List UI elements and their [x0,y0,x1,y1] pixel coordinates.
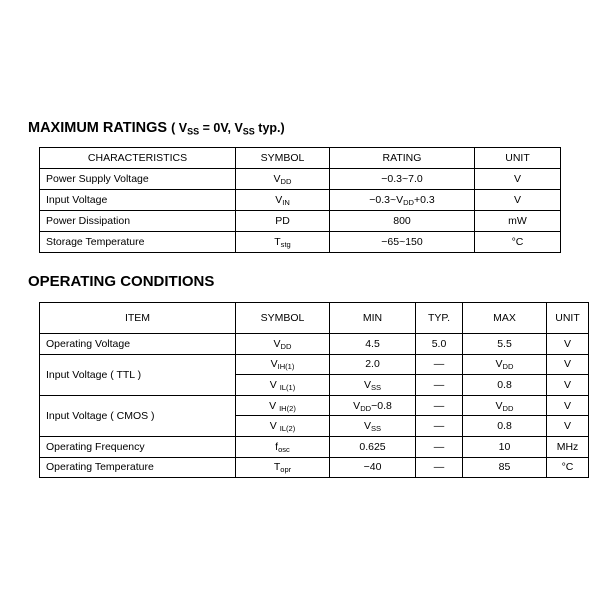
maximum-ratings-table [39,147,561,253]
maximum-ratings-title: MAXIMUM RATINGS [28,120,168,136]
table-row [40,395,589,416]
max-cell: 0.8 [463,375,547,396]
symbol-cell: $T_{stg}$ [236,232,330,253]
typ-cell: — [416,375,463,396]
max-cell: 5.5 [463,334,547,355]
characteristic-cell: Storage Temperature [40,232,236,253]
column-header: TYP. [416,303,463,334]
typ-cell: — [416,354,463,375]
max-cell: 10 [463,436,547,457]
column-header: UNIT [475,148,561,169]
symbol-cell: $V_{IN}$ [236,190,330,211]
symbol-cell: $f_{osc}$ [236,436,330,457]
characteristic-cell: Input Voltage [40,190,236,211]
unit-cell: °C [547,457,589,478]
item-cell: Operating Voltage [40,334,236,355]
max-cell: $V_{DD}$ [463,354,547,375]
table-row [40,169,561,190]
unit-cell: °C [475,232,561,253]
typ-cell: — [416,436,463,457]
column-header: SYMBOL [236,148,330,169]
min-cell: $V_{SS}$ [330,416,416,437]
symbol-cell: $V_{DD}$ [236,169,330,190]
characteristic-cell: Power Supply Voltage [40,169,236,190]
item-cell: Operating Temperature [40,457,236,478]
rating-cell: −0.3~7.0 [330,169,475,190]
min-cell: −40 [330,457,416,478]
unit-cell: MHz [547,436,589,457]
min-cell: 0.625 [330,436,416,457]
table-header-row [40,303,589,334]
table-row [40,457,589,478]
column-header: MAX [463,303,547,334]
symbol-cell: V $_{IL(2)}$ [236,416,330,437]
table-row [40,334,589,355]
max-cell: $V_{DD}$ [463,395,547,416]
typ-cell: — [416,457,463,478]
column-header: CHARACTERISTICS [40,148,236,169]
rating-cell: 800 [330,211,475,232]
max-cell: 0.8 [463,416,547,437]
column-header: ITEM [40,303,236,334]
item-cell: Input Voltage ( CMOS ) [40,395,236,436]
item-cell: Operating Frequency [40,436,236,457]
max-cell: 85 [463,457,547,478]
typ-cell: — [416,395,463,416]
symbol-cell: V $_{IH(2)}$ [236,395,330,416]
column-header: MIN [330,303,416,334]
item-cell: Input Voltage ( TTL ) [40,354,236,395]
column-header: SYMBOL [236,303,330,334]
unit-cell: V [547,375,589,396]
symbol-cell: $T_{opr}$ [236,457,330,478]
typ-cell: — [416,416,463,437]
rating-cell: $-0.3\sim V_{DD}+0.3$ [330,190,475,211]
unit-cell: V [547,334,589,355]
column-header: RATING [330,148,475,169]
min-cell: $V_{DD}-0.8$ [330,395,416,416]
unit-cell: V [475,169,561,190]
symbol-cell: $V_{DD}$ [236,334,330,355]
table-row [40,354,589,375]
unit-cell: V [547,395,589,416]
unit-cell: V [547,354,589,375]
maximum-ratings-condition: ( $V_{SS} = 0V$, $V_{SS}$ typ.) [171,121,285,137]
unit-cell: V [475,190,561,211]
characteristic-cell: Power Dissipation [40,211,236,232]
column-header: UNIT [547,303,589,334]
rating-cell: −65~150 [330,232,475,253]
min-cell: 4.5 [330,334,416,355]
table-row [40,436,589,457]
operating-conditions-table [39,302,589,478]
symbol-cell: PD [236,211,330,232]
table-row [40,211,561,232]
min-cell: $V_{SS}$ [330,375,416,396]
min-cell: 2.0 [330,354,416,375]
unit-cell: mW [475,211,561,232]
maximum-ratings-heading [28,120,285,136]
symbol-cell: $V_{IH(1)}$ [236,354,330,375]
symbol-cell: V $_{IL(1)}$ [236,375,330,396]
typ-cell: 5.0 [416,334,463,355]
table-header-row [40,148,561,169]
operating-conditions-heading: OPERATING CONDITIONS [28,273,215,290]
table-row [40,190,561,211]
unit-cell: V [547,416,589,437]
table-row [40,232,561,253]
